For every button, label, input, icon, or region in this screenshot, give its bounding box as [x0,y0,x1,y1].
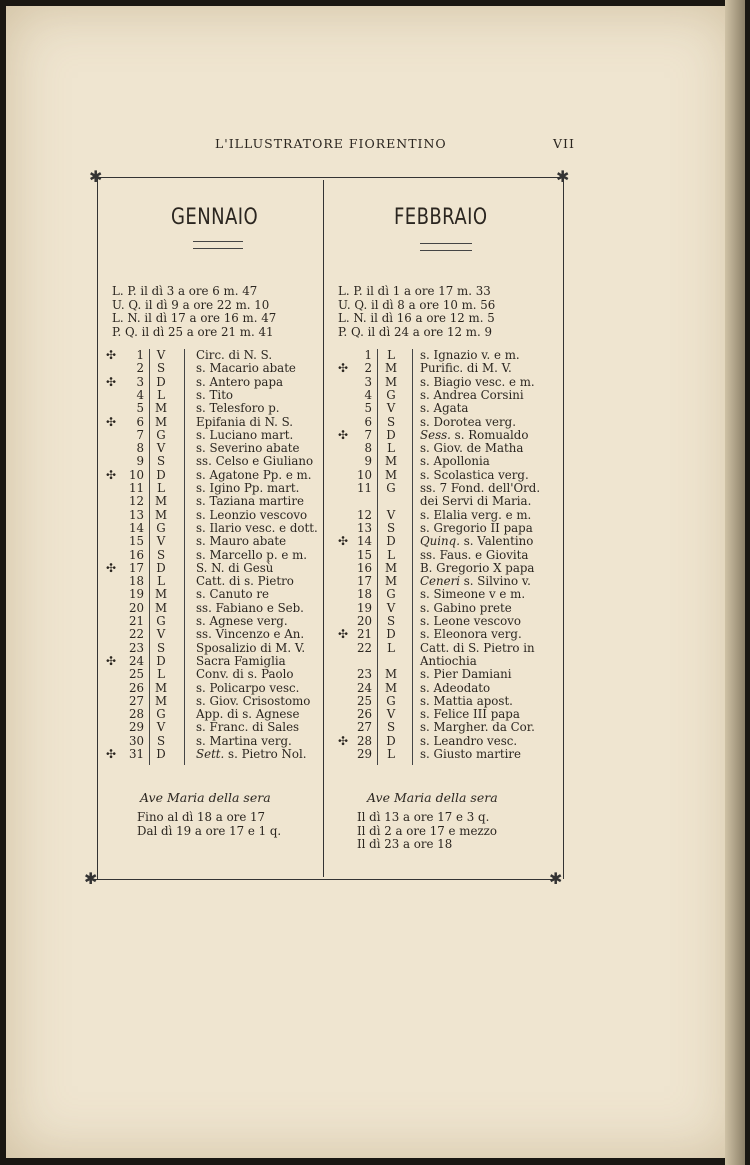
day-number: 31 [128,747,144,761]
corner-ornament-icon: ✱ [556,167,570,186]
table-rule [149,349,150,765]
day-number: 11 [128,481,144,495]
weekday-letter: S [156,454,166,469]
weekday-letter: M [384,467,398,482]
weekday-letter: D [386,427,396,442]
saint-name: s. Ilario vesc. e dott. [196,520,318,535]
table-rule [412,349,413,765]
ave-line: Il dì 13 a ore 17 e 3 q. [357,810,490,824]
day-number: 29 [128,720,144,735]
day-number: 26 [356,707,372,722]
ave-line: Fino al dì 18 a ore 17 [137,810,266,824]
saint-name: s. Antero papa [196,374,284,389]
feast-mark-icon: ✣ [338,627,348,642]
weekday-letter: G [386,481,396,495]
ave-line: Il dì 23 a ore 18 [357,837,453,851]
weekday-letter: D [156,467,166,482]
ave-line: Il dì 2 a ore 17 e mezzo [357,823,497,838]
month-title-gennaio: GENNAIO [171,205,259,230]
day-number: 23 [128,640,144,655]
day-number: 5 [364,401,372,416]
saint-name: B. Gregorio X papa [420,560,535,575]
saint-name: s. Marcello p. e m. [196,547,308,562]
running-head [0,136,750,154]
saint-name: dei Servi di Maria. [420,494,532,509]
saint-name: s. Mattia apost. [420,693,513,708]
feast-mark-icon: ✣ [106,747,116,761]
feast-mark-icon: ✣ [338,361,348,376]
weekday-letter: V [156,348,166,362]
weekday-letter: M [154,507,168,522]
day-number: 7 [136,427,144,442]
weekday-letter: L [387,640,395,655]
day-number: 10 [128,467,144,482]
weekday-letter: G [386,693,396,708]
weekday-letter: G [386,387,396,402]
weekday-letter: D [386,733,396,748]
corner-ornament-icon: ✱ [89,167,103,186]
day-number: 12 [356,507,372,522]
ave-maria-times-gennaio [137,811,281,838]
table-rule [377,349,378,765]
day-number: 20 [356,614,372,628]
feast-mark-icon: ✣ [338,733,348,748]
weekday-letter: G [156,707,166,722]
day-number: 13 [128,507,144,522]
saint-name: s. Ignazio v. e m. [420,348,520,362]
saint-name: s. Martina verg. [196,733,292,748]
saint-name: s. Dorotea verg. [420,414,516,429]
day-number: 29 [356,747,372,761]
saint-name: s. Tito [196,387,234,402]
day-number: 26 [128,680,144,695]
feast-mark-icon: ✣ [106,414,116,429]
weekday-letter: S [386,414,396,429]
saint-name: Catt. di s. Pietro [196,574,294,589]
saint-name: Quinq. s. Valentino [420,534,534,549]
day-number: 23 [356,667,372,682]
weekday-letter: M [384,574,398,589]
day-number: 2 [364,361,372,376]
saint-name: Conv. di s. Paolo [196,667,294,682]
saint-name: s. Severino abate [196,441,300,456]
saint-name: ss. Vincenzo e An. [196,627,305,642]
weekday-letter: M [154,680,168,695]
day-number: 28 [356,733,372,748]
weekday-letter: V [386,600,396,615]
day-number: 9 [364,454,372,469]
corner-ornament-icon: ✱ [549,869,563,888]
saint-name: s. Elalia verg. e m. [420,507,532,522]
weekday-letter: M [384,560,398,575]
feast-mark-icon: ✣ [106,560,116,575]
saint-name: s. Franc. di Sales [196,720,300,735]
weekday-letter: M [384,680,398,695]
frame-top-rule [97,177,564,178]
title-flourish [193,241,243,249]
moon-phases-febbraio [338,285,495,339]
weekday-letter: S [386,520,396,535]
day-number: 1 [136,348,144,362]
saint-name: ss. Faus. e Giovita [420,547,529,562]
frame-left-rule [97,178,98,879]
saint-name: ss. Fabiano e Seb. [196,600,304,615]
saint-name: s. Agnese verg. [196,614,288,628]
weekday-letter: L [387,441,395,456]
saint-name: Sett. s. Pietro Nol. [196,747,307,761]
day-number: 8 [364,441,372,456]
publication-title: L'ILLUSTRATORE FIORENTINO [215,136,447,151]
day-number: 15 [128,534,144,549]
saint-name: s. Andrea Corsini [420,387,524,402]
month-title-febbraio: FEBBRAIO [394,205,488,230]
weekday-letter: M [384,361,398,376]
day-number: 9 [136,454,144,469]
weekday-letter: M [154,401,168,416]
phase-line: P. Q. il dì 24 a ore 12 m. 9 [338,324,492,339]
day-number: 19 [356,600,372,615]
weekday-letter: M [384,667,398,682]
calendar-table-febbraio [334,349,559,769]
saint-name: s. Scolastica verg. [420,467,529,482]
weekday-letter: L [387,348,395,362]
phase-line: P. Q. il dì 25 a ore 21 m. 41 [112,324,274,339]
day-number: 4 [364,387,372,402]
phase-line: U. Q. il dì 8 a ore 10 m. 56 [338,297,496,312]
day-number: 17 [128,560,144,575]
day-number: 24 [356,680,372,695]
column-divider [323,180,324,877]
feast-mark-icon: ✣ [106,653,116,668]
weekday-letter: V [156,534,166,549]
feast-mark-icon: ✣ [106,348,116,362]
day-number: 7 [364,427,372,442]
day-number: 25 [356,693,372,708]
saint-name: Ceneri s. Silvino v. [420,574,531,589]
saint-name: s. Margher. da Cor. [420,720,535,735]
ave-maria-title: Ave Maria della sera [140,790,271,805]
feast-mark-icon: ✣ [338,534,348,549]
calendar-table-gennaio [108,349,323,769]
day-number: 19 [128,587,144,602]
day-number: 6 [136,414,144,429]
title-flourish [420,243,472,251]
weekday-letter: M [154,414,168,429]
saint-name: s. Apollonia [420,454,490,469]
saint-name: s. Leandro vesc. [420,733,518,748]
page-edge [725,0,745,1165]
saint-name: App. di s. Agnese [196,707,300,722]
weekday-letter: L [157,667,165,682]
weekday-letter: D [386,534,396,549]
saint-name: s. Giov. de Matha [420,441,524,456]
day-number: 27 [128,693,144,708]
weekday-letter: S [386,720,396,735]
weekday-letter: M [384,454,398,469]
frame-bottom-rule [92,879,557,880]
saint-name: s. Giusto martire [420,747,521,761]
weekday-letter: L [387,747,395,761]
saint-name: Purific. di M. V. [420,361,512,376]
feast-mark-icon: ✣ [338,427,348,442]
saint-name: s. Igino Pp. mart. [196,481,300,495]
day-number: 14 [356,534,372,549]
day-number: 21 [356,627,372,642]
saint-name: s. Agata [420,401,469,416]
saint-name: Circ. di N. S. [196,348,273,362]
phase-line: L. P. il dì 1 a ore 17 m. 33 [338,284,491,298]
day-number: 5 [136,401,144,416]
weekday-letter: M [154,693,168,708]
day-number: 11 [356,481,372,495]
saint-name: s. Policarpo vesc. [196,680,300,695]
day-number: 30 [128,733,144,748]
saint-name: Epifania di N. S. [196,414,294,429]
saint-name: s. Mauro abate [196,534,287,549]
saint-name: ss. 7 Fond. dell'Ord. [420,481,541,495]
day-number: 27 [356,720,372,735]
weekday-letter: L [157,481,165,495]
weekday-letter: V [156,720,166,735]
weekday-letter: V [386,507,396,522]
feast-mark-icon: ✣ [106,467,116,482]
phase-line: U. Q. il dì 9 a ore 22 m. 10 [112,297,270,312]
saint-name: s. Gregorio II papa [420,520,533,535]
saint-name: s. Adeodato [420,680,491,695]
saint-name: Sacra Famiglia [196,653,286,668]
day-number: 16 [356,560,372,575]
weekday-letter: D [156,653,166,668]
ave-maria-title: Ave Maria della sera [367,790,498,805]
weekday-letter: V [156,441,166,456]
saint-name: S. N. di Gesù [196,560,274,575]
day-number: 22 [356,640,372,655]
saint-name: s. Leonzio vescovo [196,507,308,522]
day-number: 3 [364,374,372,389]
weekday-letter: M [384,374,398,389]
day-number: 22 [128,627,144,642]
saint-name: Catt. di S. Pietro in [420,640,535,655]
weekday-letter: V [386,401,396,416]
saint-name: s. Simeone v e m. [420,587,526,602]
saint-name: s. Macario abate [196,361,296,376]
corner-ornament-icon: ✱ [84,869,98,888]
day-number: 14 [128,520,144,535]
day-number: 21 [128,614,144,628]
saint-name: s. Agatone Pp. e m. [196,467,312,482]
weekday-letter: D [386,627,396,642]
weekday-letter: V [156,627,166,642]
day-number: 20 [128,600,144,615]
weekday-letter: L [157,574,165,589]
weekday-letter: V [386,707,396,722]
saint-name: s. Telesforo p. [196,401,280,416]
weekday-letter: G [156,614,166,628]
day-number: 2 [136,361,144,376]
weekday-letter: M [154,587,168,602]
weekday-letter: D [156,374,166,389]
saint-name: s. Leone vescovo [420,614,521,628]
saint-name: Sposalizio di M. V. [196,640,306,655]
weekday-letter: G [156,427,166,442]
saint-name: s. Pier Damiani [420,667,512,682]
saint-name: s. Biagio vesc. e m. [420,374,535,389]
weekday-letter: L [157,387,165,402]
saint-name: s. Giov. Crisostomo [196,693,311,708]
weekday-letter: G [386,587,396,602]
page-number: VII [553,136,575,151]
phase-line: L. N. il dì 17 a ore 16 m. 47 [112,311,277,325]
weekday-letter: M [154,600,168,615]
saint-name: Sess. s. Romualdo [420,427,529,442]
day-number: 6 [364,414,372,429]
ave-maria-times-febbraio [357,811,497,852]
weekday-letter: D [156,560,166,575]
table-rule [184,349,185,765]
moon-phases-gennaio [112,285,276,339]
day-number: 12 [128,494,144,509]
weekday-letter: M [154,494,168,509]
saint-name: s. Gabino prete [420,600,512,615]
weekday-letter: S [386,614,396,628]
saint-name: s. Luciano mart. [196,427,294,442]
phase-line: L. N. il dì 16 a ore 12 m. 5 [338,311,495,325]
day-number: 18 [356,587,372,602]
saint-name: Antiochia [420,653,477,668]
day-number: 8 [136,441,144,456]
weekday-letter: L [387,547,395,562]
frame-right-rule [563,178,564,879]
day-number: 3 [136,374,144,389]
weekday-letter: G [156,520,166,535]
weekday-letter: S [156,547,166,562]
saint-name: s. Taziana martire [196,494,304,509]
day-number: 13 [356,520,372,535]
saint-name: s. Eleonora verg. [420,627,522,642]
saint-name: s. Canuto re [196,587,270,602]
day-number: 4 [136,387,144,402]
ave-line: Dal dì 19 a ore 17 e 1 q. [137,823,282,838]
feast-mark-icon: ✣ [106,374,116,389]
saint-name: ss. Celso e Giuliano [196,454,314,469]
weekday-letter: S [156,640,166,655]
day-number: 17 [356,574,372,589]
day-number: 24 [128,653,144,668]
saint-name: s. Felice III papa [420,707,520,722]
phase-line: L. P. il dì 3 a ore 6 m. 47 [112,284,258,298]
day-number: 1 [364,348,372,362]
weekday-letter: S [156,361,166,376]
day-number: 10 [356,467,372,482]
weekday-letter: S [156,733,166,748]
day-number: 28 [128,707,144,722]
weekday-letter: D [156,747,166,761]
day-number: 18 [128,574,144,589]
day-number: 15 [356,547,372,562]
day-number: 25 [128,667,144,682]
day-number: 16 [128,547,144,562]
